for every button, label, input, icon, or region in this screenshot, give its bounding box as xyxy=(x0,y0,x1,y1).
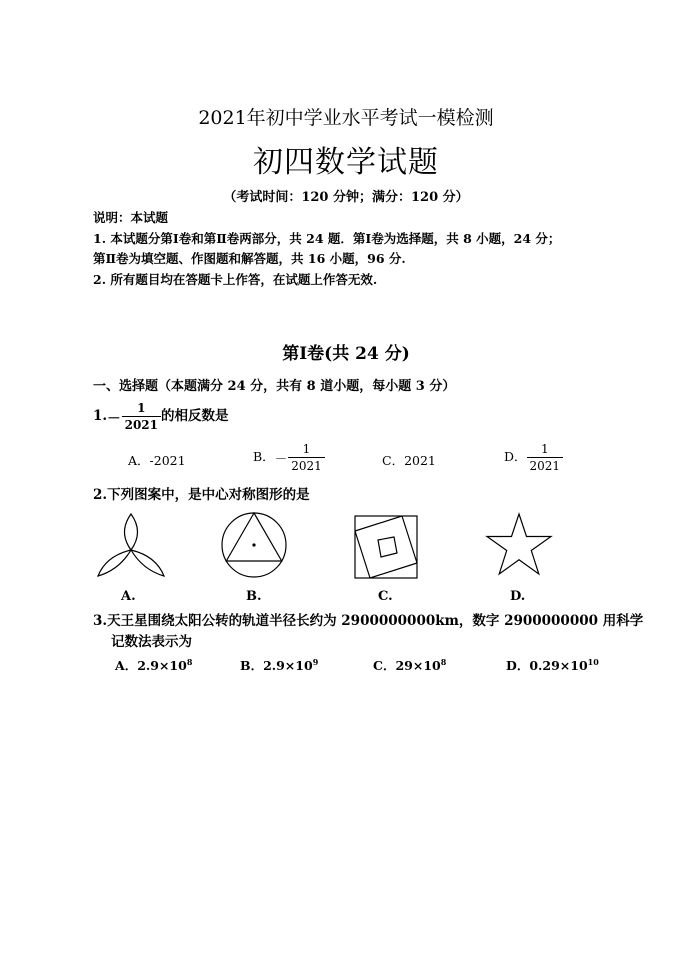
q1-option-b-fraction xyxy=(288,443,325,472)
q3-option-d-base: D．0.29×10 xyxy=(506,658,588,673)
q1-fraction-numerator: 1 xyxy=(137,401,146,415)
instructions-heading: 说明：本试题 xyxy=(93,210,169,225)
q3-option-b-exponent: 9 xyxy=(312,656,319,667)
q3-option-b-base: B．2.9×10 xyxy=(240,658,313,673)
q1-option-d-numerator: 1 xyxy=(540,442,549,456)
q1-number: 1. xyxy=(93,408,108,424)
triangle-in-circle-icon xyxy=(220,511,288,579)
part-heading: 一、选择题（本题满分 24 分，共有 8 道小题，每小题 3 分） xyxy=(93,379,456,394)
q2-label-b: B. xyxy=(246,589,262,604)
question-3-line-1: 3.天王星围绕太阳公转的轨道半径长约为 2900000000km，数字 2900000000 用科学 xyxy=(93,613,644,629)
q3-option-c xyxy=(373,656,446,674)
q1-option-d-denominator: 2021 xyxy=(527,457,564,472)
q1-option-d xyxy=(504,443,563,472)
q1-option-d-fraction xyxy=(527,443,564,472)
q3-option-c-base: C．29×10 xyxy=(373,658,441,673)
section-title: 第Ⅰ卷(共 24 分) xyxy=(282,344,410,364)
q2-label-a: A. xyxy=(121,589,136,604)
q1-option-b-letter: B． xyxy=(253,449,275,464)
q3-option-d xyxy=(506,656,599,674)
instructions-line-3: 2. 所有题目均在答题卡上作答，在试题上作答无效. xyxy=(93,272,378,287)
question-1 xyxy=(93,402,229,431)
q3-option-a xyxy=(115,656,192,674)
square-pinwheel-icon xyxy=(354,515,418,579)
instructions-line-1: 1. 本试题分第Ⅰ卷和第Ⅱ卷两部分，共 24 题．第Ⅰ卷为选择题，共 8 小题，24 分； xyxy=(93,231,561,246)
q3-option-a-exponent: 8 xyxy=(186,656,193,667)
q2-label-d: D. xyxy=(510,589,526,604)
q3-option-c-exponent: 8 xyxy=(440,656,447,667)
three-petal-icon xyxy=(96,512,166,578)
page-title: 初四数学试题 xyxy=(253,145,439,180)
q3-option-d-exponent: 10 xyxy=(587,656,599,667)
q1-fraction xyxy=(122,402,161,431)
question-2: 2.下列图案中，是中心对称图形的是 xyxy=(93,487,310,503)
q1-minus: － xyxy=(107,410,121,427)
q2-label-c: C. xyxy=(378,589,393,604)
q1-option-b-numerator: 1 xyxy=(302,442,311,456)
q3-option-a-base: A．2.9×10 xyxy=(115,658,187,673)
q1-option-c: C．2021 xyxy=(382,453,436,468)
q1-option-b xyxy=(253,443,325,472)
q1-option-d-letter: D． xyxy=(504,449,527,464)
five-point-star-icon xyxy=(485,512,553,578)
q1-option-b-minus: － xyxy=(274,450,288,466)
q1-option-a: A．-2021 xyxy=(128,453,186,468)
instructions-line-2: 第Ⅱ卷为填空题、作图题和解答题，共 16 小题，96 分. xyxy=(93,251,406,266)
q1-text: 的相反数是 xyxy=(161,408,229,424)
exam-header-line: 2021年初中学业水平考试一模检测 xyxy=(198,107,494,129)
q3-option-b xyxy=(240,656,318,674)
question-3-line-2: 记数法表示为 xyxy=(111,634,192,650)
q1-option-b-denominator: 2021 xyxy=(288,457,325,472)
exam-info: （考试时间：120 分钟；满分：120 分） xyxy=(223,190,469,205)
q1-fraction-denominator: 2021 xyxy=(122,416,161,431)
